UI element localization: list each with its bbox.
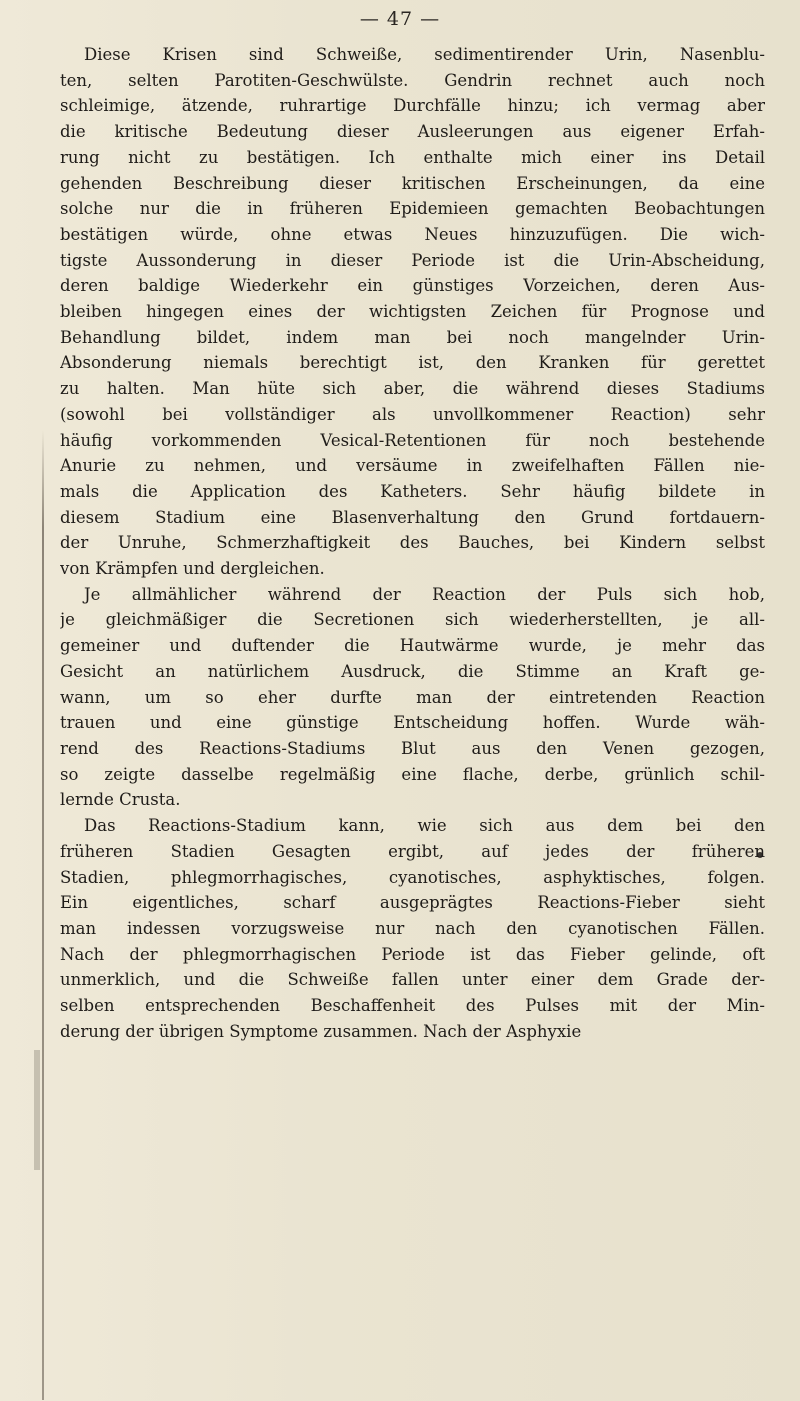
text-line: mals die Application des Katheters. Sehr häufig bildete in (60, 481, 765, 501)
text-line: trauen und eine günstige Entscheidung hoffen. Wurde wäh- (60, 713, 765, 733)
text-line: rend des Reactions-Stadiums Blut aus den Venen gezogen, (60, 738, 765, 758)
text-line: von Krämpfen und dergleichen. (60, 559, 325, 579)
text-line: Ein eigentliches, scharf ausgeprägtes Reactions-Fieber sieht (60, 893, 765, 913)
text-line: tigste Aussonderung in dieser Periode ist die Urin-Abscheidung, (60, 250, 765, 270)
text-line: diesem Stadium eine Blasenverhaltung den Grund fortdauern- (60, 507, 765, 527)
text-line: wann, um so eher durfte man der eintretenden Reaction (60, 687, 765, 707)
text-line: Nach der phlegmorrhagischen Periode ist das Fieber gelinde, oft (60, 944, 765, 964)
text-line: zu halten. Man hüte sich aber, die während dieses Stadiums (60, 379, 765, 399)
text-line: Das Reactions-Stadium kann, wie sich aus dem bei den (84, 816, 765, 836)
body-text (60, 42, 765, 1044)
page-edge-mark (34, 1050, 40, 1170)
text-line: ten, selten Parotiten-Geschwülste. Gendrin rechnet auch noch (60, 70, 765, 90)
text-line: Gesicht an natürlichem Ausdruck, die Stimme an Kraft ge- (60, 661, 765, 681)
text-line: der Unruhe, Schmerzhaftigkeit des Bauches, bei Kindern selbst (60, 533, 765, 553)
paragraph-3 (60, 813, 765, 1044)
page-number: — 47 — (359, 8, 441, 30)
paragraph-1 (60, 42, 765, 582)
text-line: unmerklich, und die Schweiße fallen unter einer dem Grade der- (60, 970, 765, 990)
gutter-shadow (42, 430, 44, 1400)
text-line: solche nur die in früheren Epidemieen gemachten Beobachtungen (60, 199, 765, 219)
text-line: Stadien, phlegmorrhagisches, cyanotisches, asphyktisches, folgen. (60, 867, 765, 887)
text-line: (sowohl bei vollständiger als unvollkommener Reaction) sehr (60, 404, 765, 424)
text-line: häufig vorkommenden Vesical-Retentionen für noch bestehende (60, 430, 765, 450)
text-line: rung nicht zu bestätigen. Ich enthalte mich einer ins Detail (60, 147, 765, 167)
text-line: Anurie zu nehmen, und versäume in zweifelhaften Fällen nie- (60, 456, 765, 476)
text-line: früheren Stadien Gesagten ergibt, auf jedes der früheren (60, 841, 765, 861)
text-line: bestätigen würde, ohne etwas Neues hinzuzufügen. Die wich- (60, 224, 765, 244)
text-line: schleimige, ätzende, ruhrartige Durchfälle hinzu; ich vermag aber (60, 96, 765, 116)
text-line: gehenden Beschreibung dieser kritischen Erscheinungen, da eine (60, 173, 765, 193)
text-line: Je allmählicher während der Reaction der Puls sich hob, (84, 584, 765, 604)
text-line: deren baldige Wiederkehr ein günstiges Vorzeichen, deren Aus- (60, 276, 765, 296)
text-line: derung der übrigen Symptome zusammen. Nach der Asphyxie (60, 1021, 582, 1041)
text-line: je gleichmäßiger die Secretionen sich wiederherstellten, je all- (60, 610, 765, 630)
text-line: Behandlung bildet, indem man bei noch mangelnder Urin- (60, 327, 765, 347)
paragraph-2 (60, 582, 765, 813)
text-line: selben entsprechenden Beschaffenheit des Pulses mit der Min- (60, 996, 765, 1016)
text-line: Diese Krisen sind Schweiße, sedimentirender Urin, Nasenblu- (84, 45, 765, 64)
text-line: bleiben hingegen eines der wichtigsten Zeichen für Prognose und (60, 302, 765, 322)
text-line: so zeigte dasselbe regelmäßig eine flache, derbe, grünlich schil- (60, 764, 765, 784)
text-line: Absonderung niemals berechtigt ist, den Kranken für gerettet (60, 353, 765, 373)
text-line: lernde Crusta. (60, 790, 181, 810)
text-line: die kritische Bedeutung dieser Ausleerungen aus eigener Erfah- (60, 122, 765, 142)
text-line: gemeiner und duftender die Hautwärme wurde, je mehr das (60, 636, 765, 656)
text-line: man indessen vorzugsweise nur nach den cyanotischen Fällen. (60, 918, 765, 938)
